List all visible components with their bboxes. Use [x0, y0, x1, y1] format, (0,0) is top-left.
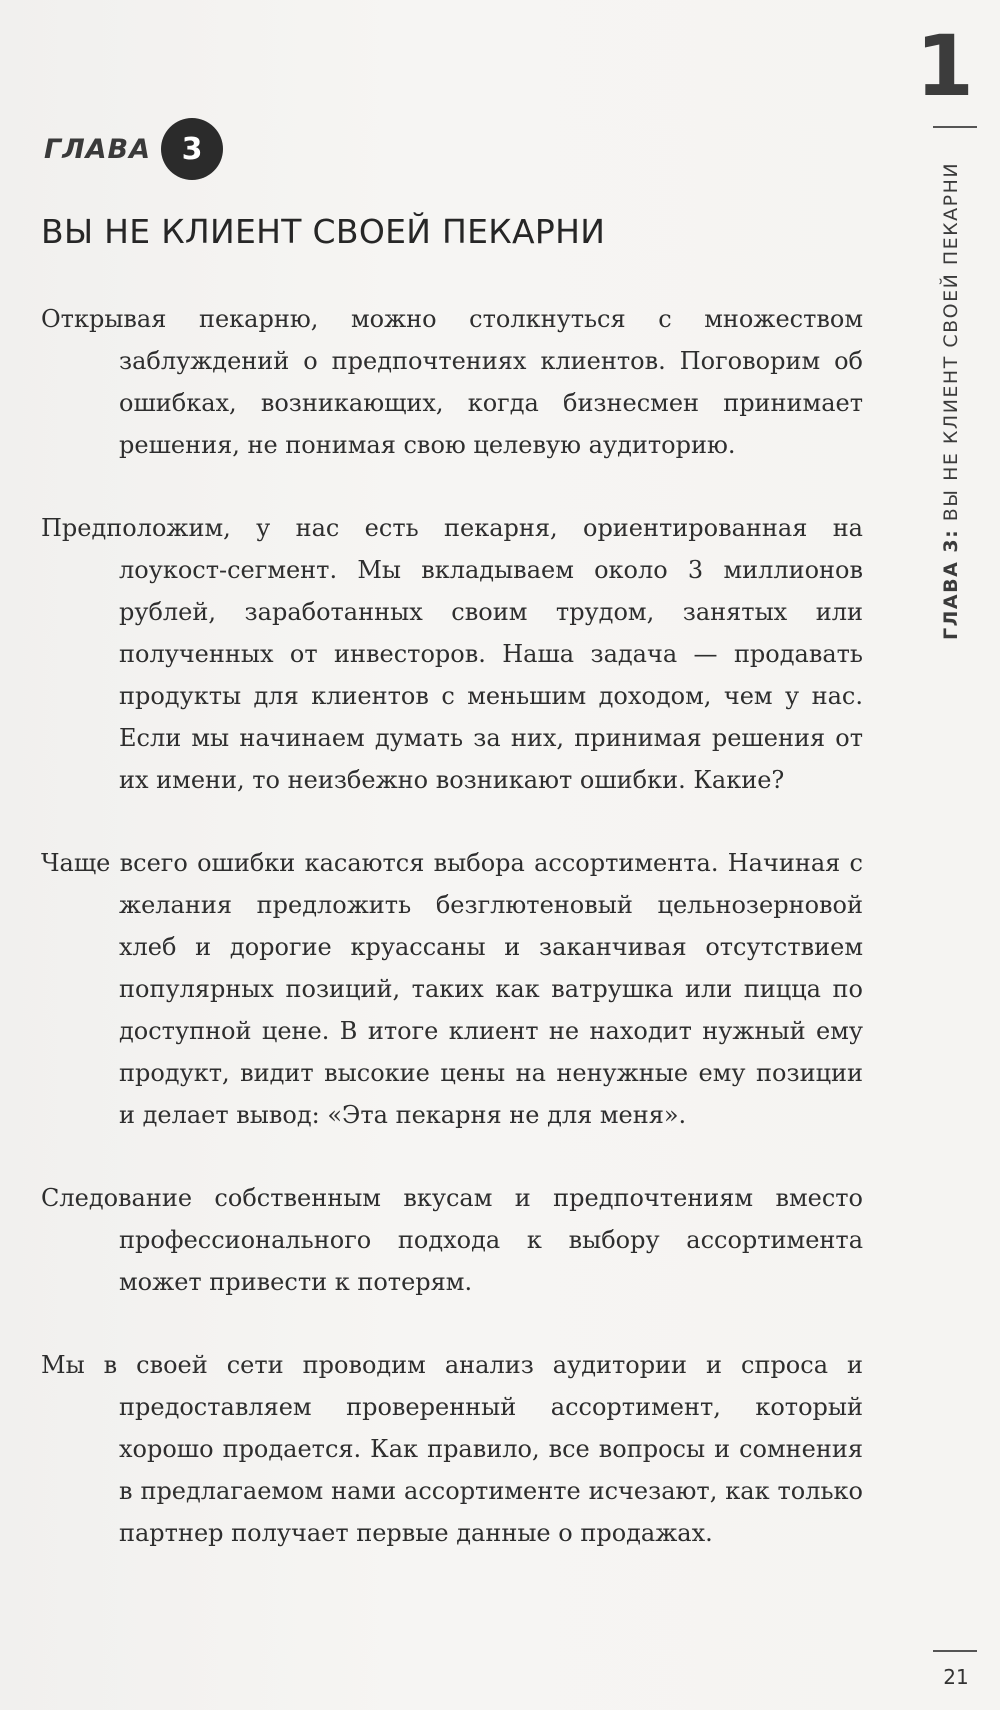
body-text [41, 298, 863, 1554]
side-divider-top [933, 126, 977, 128]
paragraph-gap [41, 801, 863, 842]
paragraph-gap [41, 1136, 863, 1177]
page-number: 21 [943, 1665, 969, 1689]
running-head-title: ВЫ НЕ КЛИЕНТ СВОЕЙ ПЕКАРНИ [940, 161, 962, 522]
running-head [940, 162, 962, 640]
paragraph-3: Чаще всего ошибки касаются выбора ассортимента. Начиная с желания предложить безглютеновый цельнозерновой хлеб и дорогие круассаны и заканчивая отсутствием популярных позиций, таких как ватрушка или пицца по доступной цене. В итоге клиент не находит нужный ему продукт, видит высокие цены на ненужные ему позиции и делает вывод: «Эта пекарня не для меня». [41, 849, 863, 1129]
paragraph-5: Мы в своей сети проводим анализ аудитории и спроса и предоставляем проверенный ассортимент, который хорошо продается. Как правило, все вопросы и сомнения в предлагаемом нами ассортименте исчезают, как только партнер получает первые данные о продажах. [41, 1351, 863, 1547]
side-divider-bottom [933, 1650, 977, 1652]
paragraph-2: Предположим, у нас есть пекарня, ориентированная на лоукост-сегмент. Мы вкладываем около 3 миллионов рублей, заработанных своим трудом, занятых или полученных от инвесторов. Наша задача — продавать продукты для клиентов с меньшим доходом, чем у нас. Если мы начинаем думать за них, принимая решения от их имени, то неизбежно возникают ошибки. Какие? [41, 514, 863, 794]
running-head-chapter: ГЛАВА 3: [940, 528, 962, 640]
paragraph-1: Открывая пекарню, можно столкнуться с множеством заблуждений о предпочтениях клиентов. Поговорим об ошибках, возникающих, когда бизнесмен принимает решения, не понимая свою целевую аудиторию. [41, 305, 863, 459]
paragraph-gap [41, 1303, 863, 1344]
chapter-title: ВЫ НЕ КЛИЕНТ СВОЕЙ ПЕКАРНИ [41, 212, 606, 251]
paragraph-gap [41, 466, 863, 507]
chapter-number-badge: 3 [161, 118, 223, 180]
chapter-word: ГЛАВА [44, 133, 152, 165]
part-number: 1 [915, 17, 974, 115]
chapter-label [44, 118, 223, 180]
paragraph-4: Следование собственным вкусам и предпочтениям вместо профессионального подхода к выбору ассортимента может привести к потерям. [41, 1184, 863, 1296]
